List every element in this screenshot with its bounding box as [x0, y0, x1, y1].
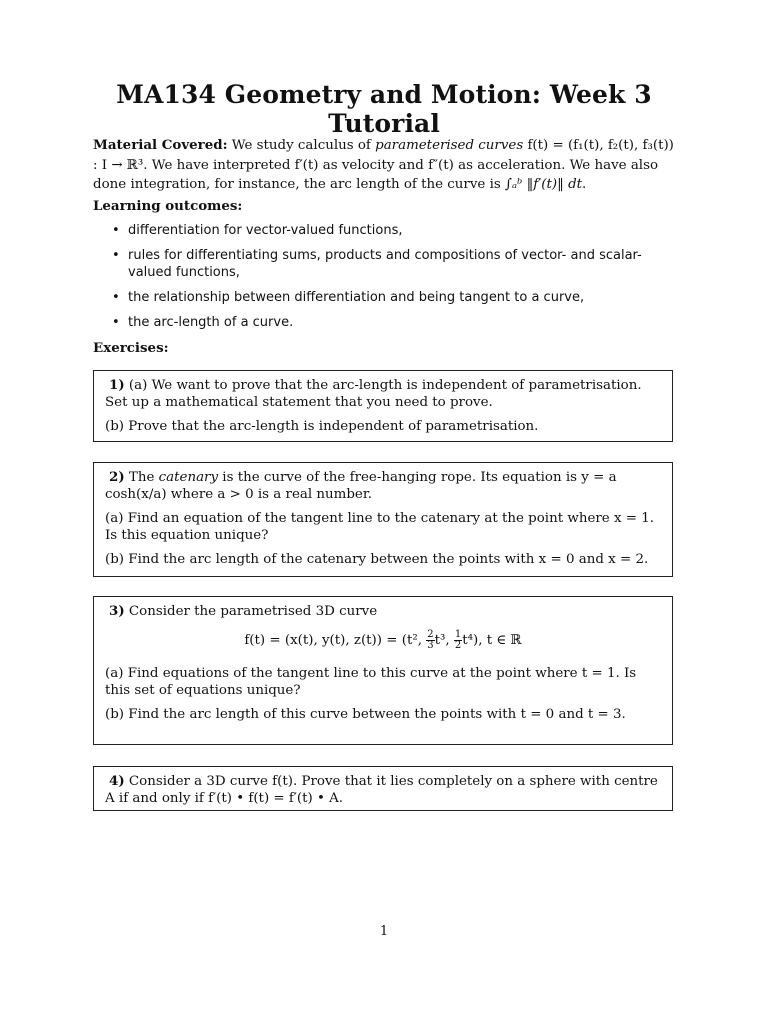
learning-outcomes-heading: Learning outcomes:	[93, 198, 243, 214]
list-item	[93, 289, 675, 306]
bullet-icon: •	[112, 223, 120, 238]
fraction-numerator: 1	[454, 629, 462, 640]
exercise-1-box	[93, 370, 673, 442]
list-item	[93, 314, 675, 331]
intro-text-3: f(t) = (f₁(t), f₂(t), f₃(t)) : I → ℝ³. We have interpreted f′(t) as velocity and f″(t) as acceleration. We have also done integration, for instance, the arc length of the curve is	[93, 138, 674, 192]
page-number: 1	[379, 924, 389, 939]
exercise-3-intro-text: Consider the parametrised 3D curve	[124, 604, 378, 619]
list-item	[93, 222, 675, 239]
exercise-3-equation	[105, 630, 661, 651]
exercise-3-intro	[105, 603, 661, 620]
bullet-icon: •	[112, 248, 120, 263]
exercise-1-a-text: (a) We want to prove that the arc-length is independent of parametrisation. Set up a mathematical statement that you need to prove.	[105, 378, 642, 410]
bullet-icon: •	[112, 315, 120, 330]
exercise-2-pre: The	[124, 470, 159, 485]
material-covered-label: Material Covered:	[93, 137, 228, 153]
equation-middle: t³,	[434, 633, 454, 648]
fraction-one-half	[454, 630, 462, 651]
list-item-text: the arc-length of a curve.	[128, 315, 294, 330]
exercise-3-number: 3)	[109, 603, 125, 619]
fraction-denominator: 3	[427, 640, 434, 651]
exercise-4-text	[105, 773, 661, 807]
list-item-text: rules for differentiating sums, products and compositions of vector- and scalar-valued functions,	[128, 248, 642, 280]
exercise-2-post: is the curve of the free-hanging rope. Its equation is y = a cosh(x/a) where a > 0 is a real number.	[105, 470, 617, 502]
exercise-2-intro	[105, 469, 661, 503]
list-item-text: differentiation for vector-valued functions,	[128, 223, 403, 238]
bullet-icon: •	[112, 290, 120, 305]
material-covered-paragraph	[93, 136, 675, 195]
exercise-3-box	[93, 596, 673, 745]
fraction-two-thirds	[426, 630, 434, 651]
exercise-2-box	[93, 462, 673, 577]
exercise-2-part-a: (a) Find an equation of the tangent line to the catenary at the point where x = 1. Is this equation unique?	[105, 511, 655, 543]
exercise-4-body: Consider a 3D curve f(t). Prove that it lies completely on a sphere with centre A if and only if f′(t) • f(t) = f′(t) • A.	[105, 774, 658, 806]
exercise-2-term: catenary	[158, 470, 219, 485]
fraction-numerator: 2	[427, 629, 434, 640]
exercise-2-number: 2)	[109, 469, 125, 485]
exercise-3-part-b: (b) Find the arc length of this curve between the points with t = 0 and t = 3.	[105, 707, 626, 722]
exercise-1-part-a	[105, 377, 661, 411]
arc-length-integral: ∫ₐᵇ ‖f′(t)‖ dt	[505, 177, 583, 192]
intro-term: parameterised curves	[375, 138, 524, 153]
intro-text-4: .	[582, 177, 587, 192]
exercises-heading: Exercises:	[93, 340, 169, 356]
list-item	[93, 247, 675, 281]
exercise-1-part-b: (b) Prove that the arc-length is independent of parametrisation.	[105, 419, 539, 434]
exercise-3-part-a: (a) Find equations of the tangent line to this curve at the point where t = 1. Is this set of equations unique?	[105, 666, 637, 698]
learning-outcomes-list	[93, 222, 675, 339]
exercise-4-box	[93, 766, 673, 811]
equation-right: t⁴), t ∈ ℝ	[462, 633, 522, 648]
page-title: MA134 Geometry and Motion: Week 3 Tutorial	[116, 80, 652, 138]
exercise-1-number: 1)	[109, 377, 125, 393]
exercise-2-part-b: (b) Find the arc length of the catenary between the points with x = 0 and x = 2.	[105, 552, 649, 567]
exercise-4-number: 4)	[109, 773, 125, 789]
equation-left: f(t) = (x(t), y(t), z(t)) = (t²,	[244, 633, 427, 648]
fraction-denominator: 2	[454, 640, 462, 651]
list-item-text: the relationship between differentiation and being tangent to a curve,	[128, 290, 585, 305]
intro-text-1: We study calculus of	[227, 138, 376, 153]
